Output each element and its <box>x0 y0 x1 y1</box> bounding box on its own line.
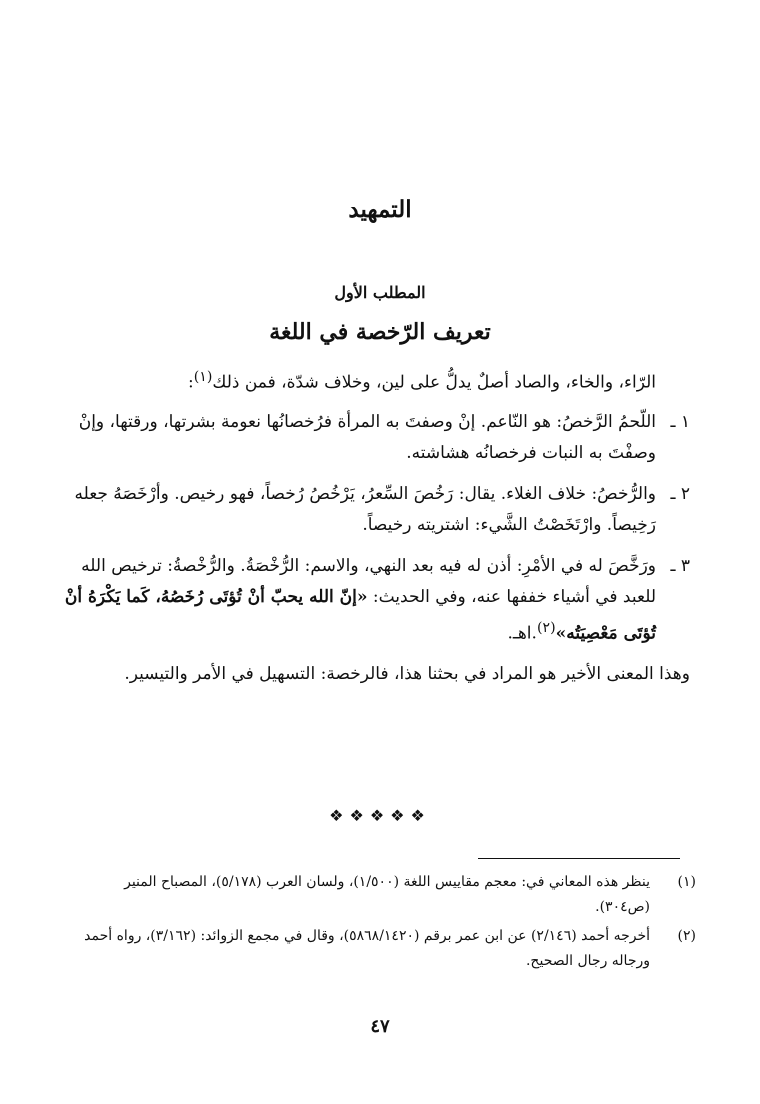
item-number: ٣ ـ <box>670 555 690 576</box>
list-item <box>60 551 690 650</box>
footnote <box>66 870 696 920</box>
item-text-part: ورَخَّصَ له في الأمْرِ: أذن له فيه بعد النهي، والاسم: الرُّخْصَةُ. والرُّخْصةُ: ترخيص الله للعبد في أشياء خففها عنه، وفي الحديث: <box>81 555 656 607</box>
footnote-ref-1: (١) <box>193 369 213 385</box>
item-text: اللّحمُ الرَّخصُ: هو النّاعم. إنْ وصفتَ به المرأة فرُخصانُها نعومة بشرتها، ورقتها، وإنْ وصفْتَ به النبات فرخصانُه هشاشته. <box>78 411 656 463</box>
footnote <box>66 924 696 974</box>
footnote-ref-2: (٢) <box>536 619 556 636</box>
intro-colon: : <box>187 372 194 393</box>
page-number: ٤٧ <box>370 1016 390 1037</box>
footnote-number: (٢) <box>677 928 696 944</box>
item-text-end: .اهـ. <box>507 623 537 644</box>
section-title: تعريف الرّخصة في اللغة <box>269 319 491 345</box>
footnote-text: أخرجه أحمد (٢/١٤٦) عن ابن عمر برقم (٥٨٦٨/١٤٢٠)، وقال في مجمع الزوائد: (٣/١٦٢)، رواه أحمد ورجاله رجال الصحيح. <box>84 928 650 969</box>
ornament-divider: ❖❖❖❖❖ <box>329 806 431 825</box>
item-number: ٢ ـ <box>670 483 690 504</box>
main-text <box>60 362 690 704</box>
item-number: ١ ـ <box>670 411 690 432</box>
item-text <box>60 551 656 650</box>
list-item <box>60 407 690 469</box>
conclusion-paragraph: وهذا المعنى الأخير هو المراد في بحثنا هذا، فالرخصة: التسهيل في الأمر والتيسير. <box>124 664 690 685</box>
footnotes <box>66 870 696 978</box>
footnote-text: ينظر هذه المعاني في: معجم مقاييس اللغة (١/٥٠٠)، ولسان العرب (٥/١٧٨)، المصباح المنير (ص٣٠٤). <box>124 874 650 915</box>
section-label: المطلب الأول <box>334 283 426 302</box>
footnote-number: (١) <box>677 874 696 890</box>
list-item <box>60 479 690 541</box>
intro-text: الرّاء، والخاء، والصاد أصلٌ يدلُّ على لين، وخلاف شدّة، فمن ذلك <box>212 372 656 393</box>
item-text: والرُّخصُ: خلاف الغلاء. يقال: رَخُصَ السِّعرُ، يَرْخُصُ رُخصاً، فهو رخيص. وأرْخَصَهُ جعله رَخِيصاً. وارْتَخَصْتُ الشَّيء: اشتريته رخيصاً. <box>74 483 656 535</box>
chapter-title: التمهيد <box>348 196 412 223</box>
footnote-divider <box>478 858 680 859</box>
intro-paragraph <box>60 362 690 399</box>
hadith-quote: «إنّ الله يحبّ أنْ تُؤتَى رُخَصُهُ، كَما يَكْرَهُ أنْ تُؤتَى مَعْصِيَتُه» <box>64 586 656 644</box>
